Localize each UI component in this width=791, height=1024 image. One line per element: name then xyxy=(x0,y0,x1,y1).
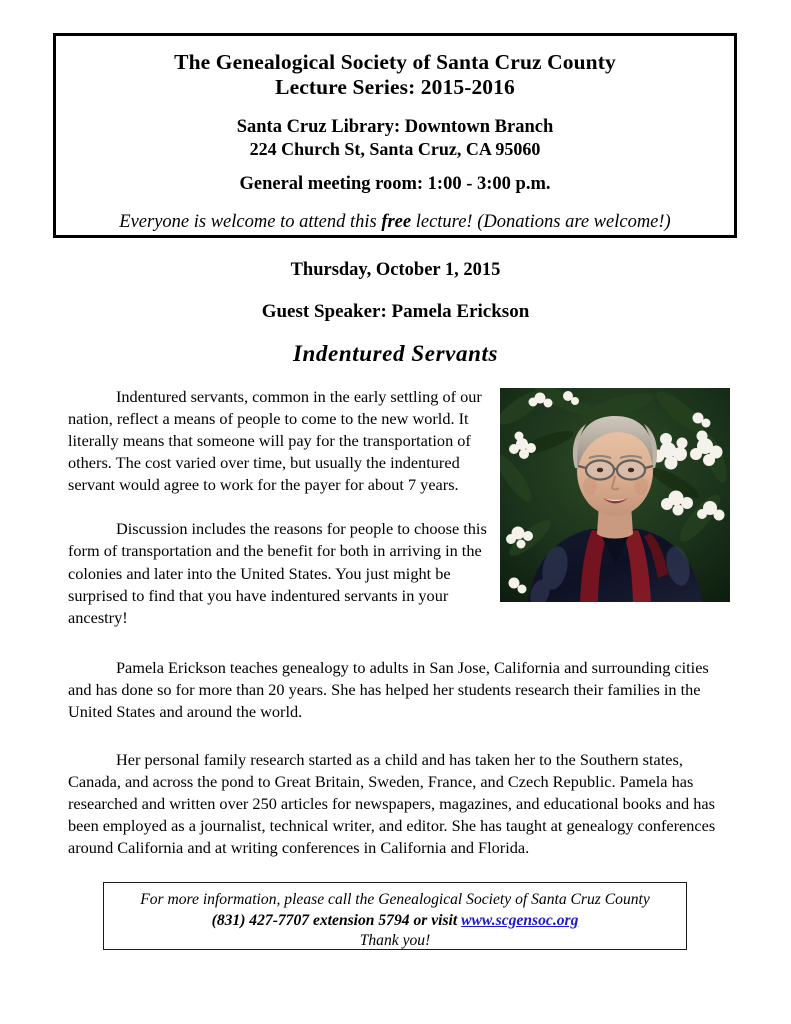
body-text xyxy=(68,386,730,876)
venue-address: 224 Church St, Santa Cruz, CA 95060 xyxy=(249,138,541,159)
event-date: Thursday, October 1, 2015 xyxy=(290,260,501,280)
meeting-time: General meeting room: 1:00 - 3:00 p.m. xyxy=(239,173,551,194)
contact-phone: (831) 427-7707 extension 5794 or visit xyxy=(211,911,462,929)
paragraph-3: Pamela Erickson teaches genealogy to adults in San Jose, California and surrounding cities and has done so for more than 20 years. She has helped her students research their families in the United States and around the world. xyxy=(68,657,709,721)
paragraph-4: Her personal family research started as a child and has taken her to the Southern states, Canada, and across the pond to Great Britain, Sweden, France, and Czech Republic. Pamela has researched and written over 250 articles for newspapers, magazines, and educational books and has been employed as a journalist, technical writer, and editor. She has taught at genealogy conferences around California and at writing conferences in California and Florida. xyxy=(68,750,716,858)
organization-name-line: The Genealogical Society of Santa Cruz County xyxy=(174,50,616,74)
event-speaker: Guest Speaker: Pamela Erickson xyxy=(261,301,530,323)
paragraph-1: Indentured servants, common in the early settling of our nation, reflect a means of people to come to the new world. It literally means that someone will pay for the transportation of others. The cost varied over time, but usually the indentured servant would agree to work for the payer for about 7 years. xyxy=(68,387,482,495)
header-info-box xyxy=(53,33,737,238)
welcome-emphasis: free xyxy=(381,211,412,232)
contact-phone-line xyxy=(104,911,686,932)
welcome-note xyxy=(56,212,734,233)
event-heading-block xyxy=(0,259,791,368)
contact-intro: For more information, please call the Genealogical Society of Santa Cruz County xyxy=(140,891,650,908)
organization-title xyxy=(56,50,734,101)
welcome-suffix: lecture! (Donations are welcome!) xyxy=(411,211,671,232)
website-link[interactable]: www.scgensoc.org xyxy=(461,911,579,929)
contact-info-box xyxy=(103,882,687,950)
lecture-series-line: Lecture Series: 2015-2016 xyxy=(275,75,515,100)
paragraph-2: Discussion includes the reasons for people to choose this form of transportation and the benefit for both in arriving in the colonies and later into the United States. You just might be surprised to find that you have indentured servants in your ancestry! xyxy=(68,519,487,627)
welcome-prefix: Everyone is welcome to attend this xyxy=(119,211,382,232)
venue-name: Santa Cruz Library: Downtown Branch xyxy=(236,116,554,137)
event-topic: Indentured Servants xyxy=(292,340,499,366)
thank-you-note: Thank you! xyxy=(359,932,431,950)
